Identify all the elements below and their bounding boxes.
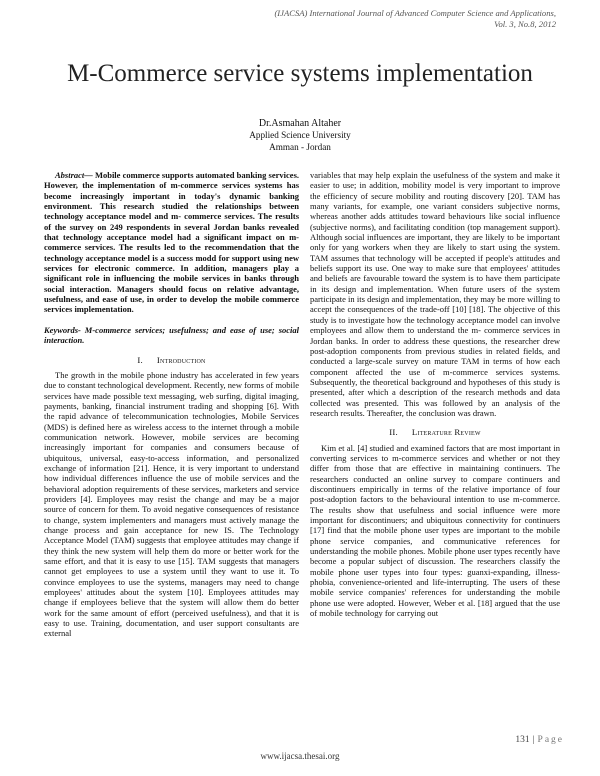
page-separator: | <box>532 735 535 745</box>
section-title: Literature Review <box>411 427 481 438</box>
section-number: I. <box>137 354 143 365</box>
author-location: Amman - Jordan <box>269 141 331 152</box>
abstract <box>44 170 299 315</box>
author-affiliation: Applied Science University <box>249 129 351 140</box>
keywords: Keywords- M-commerce services; usefulness; and ease of use; social interaction. <box>44 324 299 346</box>
introduction-paragraph-2: variables that may help explain the usefulness of the system and make it easier to use; in addition, mobility model is very important to improve the efficiency of secure mobility and routing discovery [20]. TAM has many variants, for example, one variant considers subjective norms, whereas another adds attitudes toward behaviours like social influence (subjective norms), and facilitating condition (top management support). Although social influences are important, they are likely to be important only for yang workers when they are likely to start using the system. TAM assumes that technology will be accepted if people's attitudes and beliefs support its use. One way to make sure that employees' attitudes and beliefs are favourable toward the system is to have them participate in its design and implementation. When future users of the system participate in its design and implementation, they may be more willing to accept the consequences of the trade-off [10] [18]. The objective of this study is to investigate how the technology acceptance model can involve employees and allow them to understand the m- commerce services in Jordan banks. In order to address these questions, the researcher drew post-adoption components from previous studies in related fields, and conducted a large-scale survey on mature TAM in terms of how each component affected the use of m-commerce services systems. Subsequently, the theoretical background and hypotheses of this study is presented, after which a description of the research methods and data collected was presented. This was followed by an analysis of the research results. Thereafter, the conclusion was drawn. <box>310 170 560 418</box>
section-heading-introduction <box>44 355 299 365</box>
left-column <box>44 170 299 639</box>
footer-url: www.ijacsa.thesai.org <box>260 751 340 761</box>
abstract-label: Abstract— <box>55 170 93 180</box>
journal-name: (IJACSA) International Journal of Advanced Computer Science and Applications, <box>274 8 556 18</box>
page-label: Page <box>537 735 564 745</box>
page-number-footer <box>515 735 564 745</box>
journal-volume: Vol. 3, No.8, 2012 <box>494 18 556 29</box>
introduction-paragraph-1: The growth in the mobile phone industry has accelerated in few years due to constant technological development. Recently, new forms of mobile services have made possible text messaging, web surfing, digital imaging, payments, banking, financial instrument trading and shopping [6]. With the rapid advance of telecommunication technologies, Mobile Services (MDS) is defined here as wireless access to the internet through a mobile communication network. However, mobile services are becoming increasingly important for companies and consumers because of ubiquitous, universal, easy-to-access information, and personalized exchange of information [21]. Hence, it is very important to understand how individual differences influence the use of mobile services and the behavioral adoption requirements of these services, marketers and service providers [4]. Employees may resist the change and may be a major source of concern for them. To avoid negative consequences of resistance to change, system implementers and managers must actively manage the change process and gain acceptance for new IS. The Technology Acceptance Model (TAM) suggests that employee attitudes may change if they think the new system will help them do more or better work for the same effort, and that it is easy to use [15]. TAM suggests that managers cannot get employees to use a system until they want to use it. To convince employees to use the systems, managers may need to change employees' attitudes about the system [10]. Employees attitudes may change if employees believe that the system will allow them do better work for the same amount of effort (perceived usefulness), and that it is easy to use. Training, documentation, and user support consultants are external <box>44 369 299 639</box>
page-number: 131 <box>515 735 530 745</box>
section-number: II. <box>389 427 398 438</box>
author-block <box>0 118 600 153</box>
section-heading-literature-review <box>310 427 560 437</box>
running-header <box>274 8 556 29</box>
paper-title: M-Commerce service systems implementation <box>67 60 533 87</box>
section-title: Introduction <box>156 354 206 365</box>
literature-review-paragraph-1: Kim et al. [4] studied and examined factors that are most important in converting services to m-commerce services and whether or not they differ from those that are effective in maintaining continuers. The researchers conducted an online survey to compare continuers and discontinuers empirically in terms of the relative importance of four post-adoption factors to the behavioural intention to use m-commerce. The results show that usefulness and social influence were more important for discontinuers; and ubiquitous connectivity for continuers [17] find that the mobile phone user types are important to the mobile phone service companies, and communicative references for understanding the mobile phones. Mobile phone user types recently have become a popular subject of discussion. The researchers classify the mobile phone user types into four types: guanxi-expanding, illness-phobia, convenience-oriented and life-interrupting. The users of these mobile service companies' references for understanding the mobile phone use were adopted. However, Weber et al. [18] argued that the use of mobile technology for carrying out <box>310 442 560 619</box>
author-name: Dr.Asmahan Altaher <box>258 118 342 129</box>
abstract-text: Mobile commerce supports automated banking services. However, the implementation of m-commerce services systems has become increasingly important in today's dynamic banking environment. This research studied the relationships between technology acceptance model and m- commerce services. The results of the survey on 249 respondents in several Jordan banks revealed that technology acceptance model had a significant impact on m-commerce services. The results led to the recommendation that the technology acceptance model is a success modd for support using new services for electronic commerce. In addition, managers play a significant role in influencing the mobile services in banks through social interaction. Managers should focus on relative advantage, usefulness, and ease of use, in order to develop the mobile commerce services implementation. <box>44 170 299 315</box>
right-column <box>310 170 560 618</box>
